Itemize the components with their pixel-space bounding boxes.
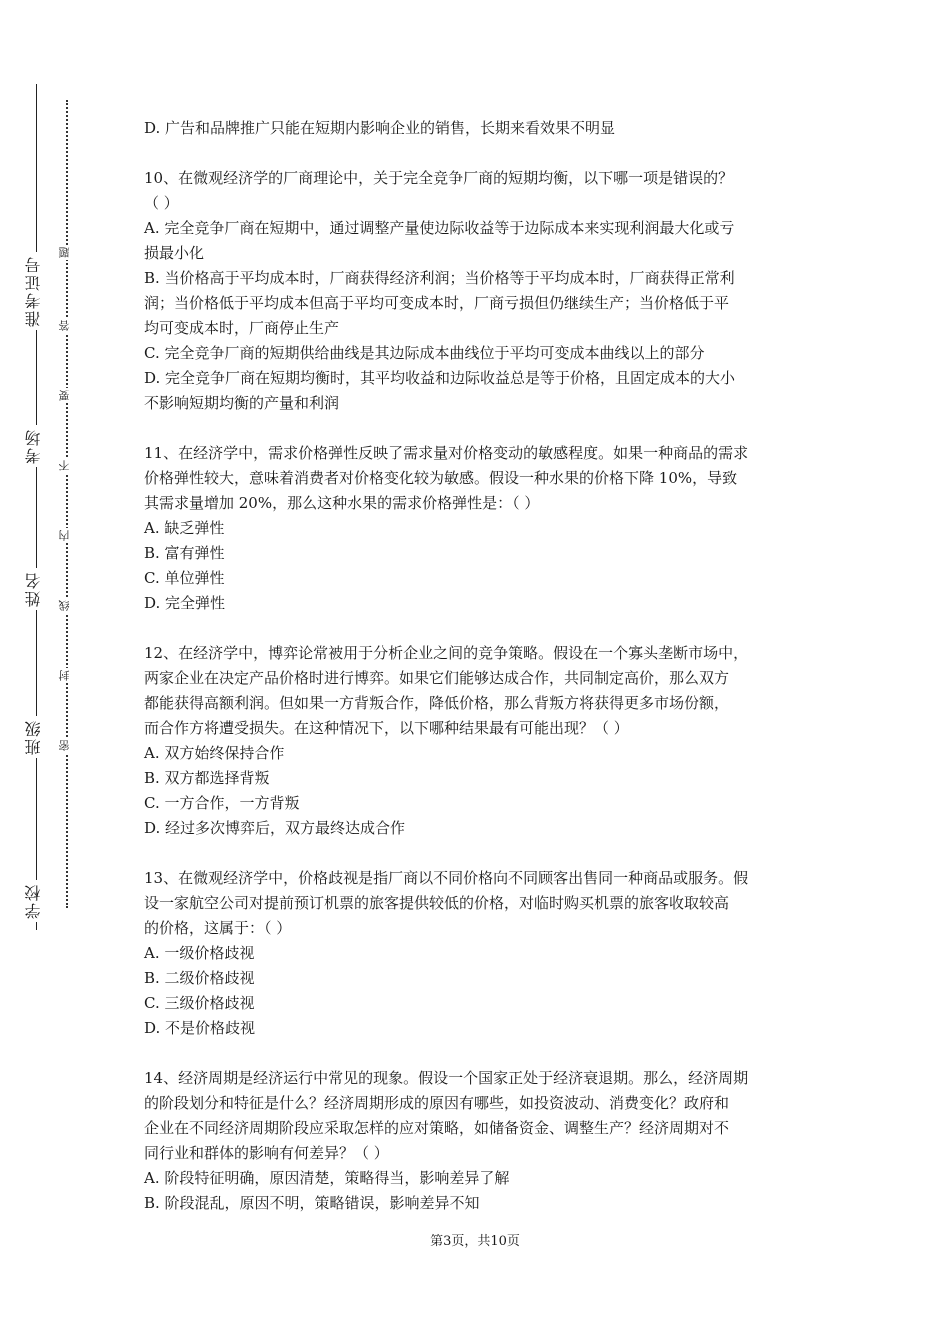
content-line: D. 经过多次博弈后，双方最终达成合作 (144, 819, 406, 837)
content-line: B. 当价格高于平均成本时，厂商获得经济利润；当价格等于平均成本时，厂商获得正常利 (144, 269, 735, 287)
content-line: C. 三级价格歧视 (144, 994, 255, 1012)
content-line: 设一家航空公司对提前预订机票的旅客提供较低的价格，对临时购买机票的旅客收取较高 (144, 894, 730, 912)
content-line: A. 阶段特征明确，原因清楚，策略得当，影响差异了解 (144, 1169, 510, 1187)
seal-char: 题 (58, 245, 76, 260)
content-line: 均可变成本时，厂商停止生产 (144, 319, 340, 337)
binding-strip (0, 0, 100, 1344)
content-line: A. 缺乏弹性 (144, 519, 225, 537)
content-line: 而合作方将遭受损失。在这种情况下，以下哪种结果最有可能出现？（ ） (144, 719, 629, 737)
seal-char: 答 (58, 318, 76, 333)
content-line: D. 广告和品牌推广只能在短期内影响企业的销售，长期来看效果不明显 (144, 119, 616, 137)
seal-char: 密 (58, 738, 76, 753)
field-name-label: 姓名 (22, 568, 50, 610)
paragraph-gap (144, 416, 816, 441)
field-class-label: 班级 (22, 716, 50, 758)
content-line: D. 完全弹性 (144, 594, 226, 612)
content-line: C. 完全竞争厂商的短期供给曲线是其边际成本曲线位于平均可变成本曲线以上的部分 (144, 344, 705, 362)
content-line: B. 富有弹性 (144, 544, 225, 562)
content-line: 同行业和群体的影响有何差异？（ ） (144, 1144, 389, 1162)
content-line: 不影响短期均衡的产量和利润 (144, 394, 340, 412)
content-line: 损最小化 (144, 244, 205, 262)
content-line: C. 单位弹性 (144, 569, 225, 587)
content-line: 两家企业在决定产品价格时进行博弈。如果它们能够达成合作，共同制定高价，那么双方 (144, 669, 730, 687)
paragraph-gap (144, 841, 816, 866)
content-line: 的阶段划分和特征是什么？经济周期形成的原因有哪些，如投资波动、消费变化？政府和 (144, 1094, 730, 1112)
content-line: 的价格，这属于：（ ） (144, 919, 292, 937)
content-line: 润；当价格低于平均成本但高于平均可变成本时，厂商亏损但仍继续生产；当价格低于平 (144, 294, 730, 312)
seal-char: 线 (58, 598, 76, 613)
content-line: B. 二级价格歧视 (144, 969, 255, 987)
seal-char: 封 (58, 668, 76, 683)
content-line: B. 阶段混乱，原因不明，策略错误，影响差异不知 (144, 1194, 480, 1212)
page-footer: 第3页，共10页 (430, 1234, 520, 1249)
content-line: A. 双方始终保持合作 (144, 744, 285, 762)
seal-char: 要 (58, 388, 76, 403)
paragraph-gap (144, 1041, 816, 1066)
content-line: 12、在经济学中，博弈论常被用于分析企业之间的竞争策略。假设在一个寡头垄断市场中， (144, 644, 749, 662)
paragraph-gap (144, 141, 816, 166)
seal-char: 内 (58, 528, 76, 543)
exam-content (144, 116, 816, 1216)
content-line: 14、经济周期是经济运行中常见的现象。假设一个国家正处于经济衰退期。那么，经济周期 (144, 1069, 749, 1087)
content-line: （ ） (144, 194, 179, 212)
content-line: 10、在微观经济学的厂商理论中，关于完全竞争厂商的短期均衡，以下哪一项是错误的？ (144, 169, 734, 187)
content-line: 都能获得高额利润。但如果一方背叛合作，降低价格，那么背叛方将获得更多市场份额， (144, 694, 730, 712)
content-line: 价格弹性较大，意味着消费者对价格变化较为敏感。假设一种水果的价格下降 10%，导致 (144, 469, 738, 487)
content-line: A. 完全竞争厂商在短期中，通过调整产量使边际收益等于边际成本来实现利润最大化或亏 (144, 219, 735, 237)
content-line: D. 不是价格歧视 (144, 1019, 256, 1037)
binding-solid-line (36, 84, 37, 930)
field-exam-id-label: 准考证号 (22, 252, 50, 330)
field-room-label: 考场 (22, 425, 50, 467)
content-line: 企业在不同经济周期阶段应采取怎样的应对策略，如储备资金、调整生产？经济周期对不 (144, 1119, 730, 1137)
paragraph-gap (144, 616, 816, 641)
content-line: 其需求量增加 20%，那么这种水果的需求价格弹性是：（ ） (144, 494, 540, 512)
content-line: D. 完全竞争厂商在短期均衡时，其平均收益和边际收益总是等于价格，且固定成本的大小 (144, 369, 736, 387)
content-line: C. 一方合作，一方背叛 (144, 794, 300, 812)
content-line: 11、在经济学中，需求价格弹性反映了需求量对价格变动的敏感程度。如果一种商品的需求 (144, 444, 749, 462)
content-line: B. 双方都选择背叛 (144, 769, 270, 787)
seal-dotted-line (66, 100, 68, 908)
content-line: A. 一级价格歧视 (144, 944, 255, 962)
content-line: 13、在微观经济学中，价格歧视是指厂商以不同价格向不同顾客出售同一种商品或服务。假 (144, 869, 749, 887)
seal-char: 不 (58, 458, 76, 473)
field-school-label: 学校 (22, 880, 50, 922)
